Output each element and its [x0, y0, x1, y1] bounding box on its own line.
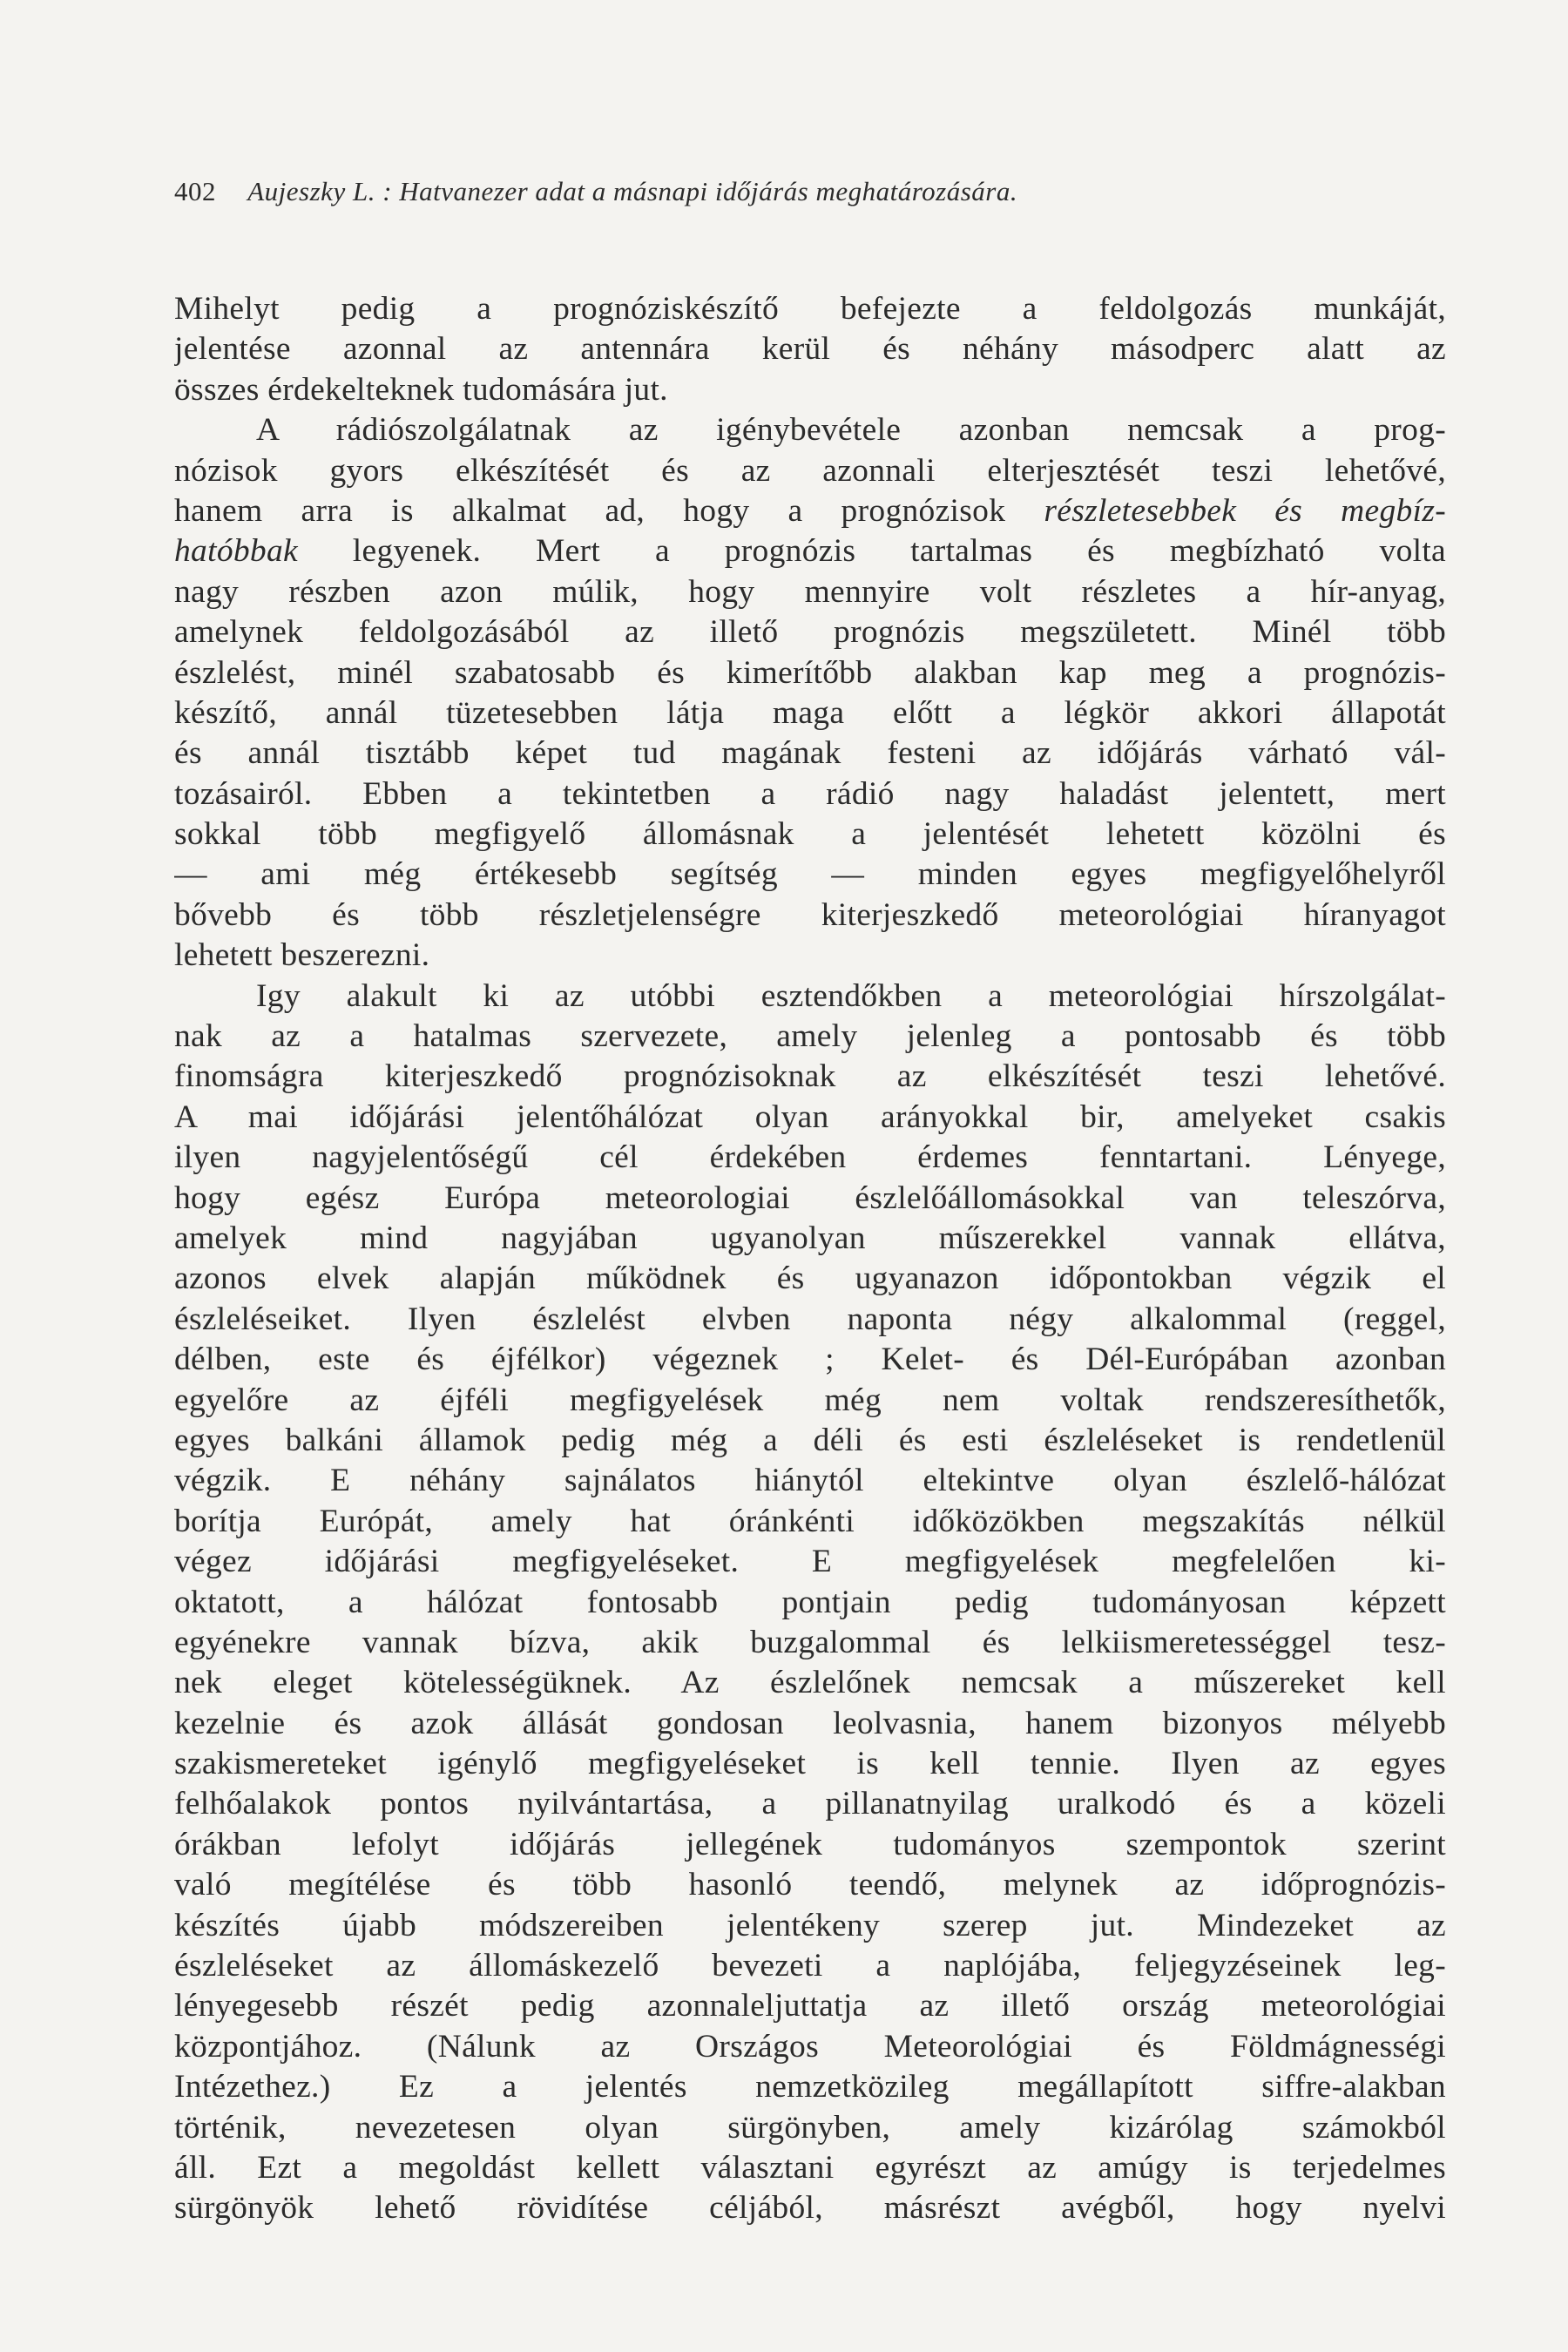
- line-text: észleléseiket. Ilyen észlelést elvben naponta négy alkalommal (reggel,: [174, 1301, 1446, 1337]
- text-line: [174, 491, 1446, 531]
- text-line: [174, 1986, 1446, 2026]
- line-text: egyénekre vannak bízva, akik buzgalommal és lelkiismeretességgel tesz-: [174, 1624, 1446, 1660]
- text-line: [174, 977, 1446, 1017]
- text-line: [174, 1340, 1446, 1380]
- text-line: [174, 1946, 1446, 1986]
- text-line: [174, 1542, 1446, 1582]
- line-text: készítő, annál tüzetesebben látja maga előtt a légkör akkori állapotát: [174, 694, 1446, 731]
- line-text: kezelnie és azok állását gondosan leolvasnia, hanem bizonyos mélyebb: [174, 1705, 1446, 1741]
- text-line: [174, 289, 1446, 329]
- text-line: [174, 2108, 1446, 2148]
- text-line: [174, 531, 1446, 571]
- line-text: észleléseket az állomáskezelő bevezeti a naplójába, feljegyzéseinek leg-: [174, 1948, 1446, 1984]
- text-line: [174, 1825, 1446, 1865]
- line-text: Igy alakult ki az utóbbi esztendőkben a meteorológiai hírszolgálat-: [256, 977, 1446, 1014]
- text-line: [174, 774, 1446, 814]
- line-text: való megítélése és több hasonló teendő, melynek az időprognózis-: [174, 1867, 1446, 1903]
- text-line: [174, 1461, 1446, 1501]
- paragraph: [174, 410, 1446, 976]
- line-text: lehetett beszerezni.: [174, 937, 430, 974]
- text-line: [174, 693, 1446, 733]
- text-line: [174, 733, 1446, 774]
- line-text: bővebb és több részletjelenségre kiterjeszkedő meteorológiai híranyagot: [174, 896, 1446, 933]
- text-line: [174, 1502, 1446, 1542]
- line-text: észlelést, minél szabatosabb és kimerítőbb alakban kap meg a prognózis-: [174, 654, 1446, 691]
- line-text: nek eleget kötelességüknek. Az észlelőnek nemcsak a műszereket kell: [174, 1665, 1446, 1701]
- text-line: [174, 1300, 1446, 1340]
- text-line: [174, 1381, 1446, 1421]
- line-text: végez időjárási megfigyeléseket. E megfigyelések megfelelően ki-: [174, 1544, 1446, 1580]
- running-head: [174, 174, 1437, 209]
- text-line: [174, 936, 1446, 976]
- line-text: nak az a hatalmas szervezete, amely jelenleg a pontosabb és több: [174, 1018, 1446, 1055]
- text-line: [174, 2148, 1446, 2188]
- line-text: amelynek feldolgozásából az illető prognózis megszületett. Minél több: [174, 614, 1446, 651]
- text-line: [174, 2027, 1446, 2067]
- line-text: összes érdekelteknek tudomására jut.: [174, 371, 668, 408]
- text-line: [174, 1098, 1446, 1138]
- text-line: [174, 855, 1446, 895]
- line-text: azonos elvek alapján működnek és ugyanazon időpontokban végzik el: [174, 1260, 1446, 1297]
- text-line: [174, 1623, 1446, 1663]
- text-line: [174, 1704, 1446, 1744]
- line-text: lényegesebb részét pedig azonnaleljuttatja az illető ország meteorológiai: [174, 1988, 1446, 2024]
- line-text: felhőalakok pontos nyilvántartása, a pillanatnyilag uralkodó és a közeli: [174, 1786, 1446, 1822]
- line-text: nagy részben azon múlik, hogy mennyire volt részletes a hír-anyag,: [174, 573, 1446, 610]
- text-line: [174, 1219, 1446, 1259]
- line-text: egyelőre az éjféli megfigyelések még nem voltak rendszeresíthetők,: [174, 1382, 1446, 1418]
- line-text: finomságra kiterjeszkedő prognózisoknak az elkészítését teszi lehetővé.: [174, 1058, 1446, 1095]
- line-text: A rádiószolgálatnak az igénybevétele azonban nemcsak a prog-: [256, 412, 1446, 449]
- line-text: végzik. E néhány sajnálatos hiánytól eltekintve olyan észlelő-hálózat: [174, 1463, 1446, 1499]
- text-line: [174, 1744, 1446, 1784]
- text-line: [174, 410, 1446, 450]
- text-line: [174, 1865, 1446, 1905]
- text-line: [174, 1259, 1446, 1299]
- text-line: [174, 329, 1446, 369]
- line-text: sürgönyök lehető rövidítése céljából, másrészt avégből, hogy nyelvi: [174, 2190, 1446, 2227]
- line-text: központjához. (Nálunk az Országos Meteorológiai és Földmágnességi: [174, 2028, 1446, 2065]
- italic-emphasis: részletesebbek és megbíz-: [1044, 492, 1446, 529]
- text-line: [174, 896, 1446, 936]
- text-line: [174, 1421, 1446, 1461]
- line-text: sokkal több megfigyelő állomásnak a jelentését lehetett közölni és: [174, 816, 1446, 853]
- text-line: [174, 612, 1446, 652]
- text-line: [174, 572, 1446, 612]
- line-text: készítés újabb módszereiben jelentékeny szerep jut. Mindezeket az: [174, 1907, 1446, 1943]
- line-text: oktatott, a hálózat fontosabb pontjain pedig tudományosan képzett: [174, 1584, 1446, 1620]
- line-text: Mihelyt pedig a prognóziskészítő befejezte a feldolgozás munkáját,: [174, 291, 1446, 327]
- text-line: [174, 1784, 1446, 1824]
- text-line: [174, 814, 1446, 855]
- line-text: szakismereteket igénylő megfigyeléseket is kell tennie. Ilyen az egyes: [174, 1746, 1446, 1782]
- line-text: ilyen nagyjelentőségű cél érdekében érdemes fenntartani. Lényege,: [174, 1139, 1446, 1176]
- line-text: A mai időjárási jelentőhálózat olyan arányokkal bir, amelyeket csakis: [174, 1098, 1446, 1135]
- text-line: [174, 1057, 1446, 1097]
- line-text: tozásairól. Ebben a tekintetben a rádió nagy haladást jelentett, mert: [174, 775, 1446, 812]
- line-text: hanem arra is alkalmat ad, hogy a prognózisok: [174, 492, 1044, 529]
- line-text: nózisok gyors elkészítését és az azonnali elterjesztését teszi lehetővé,: [174, 452, 1446, 489]
- line-text: délben, este és éjfélkor) végeznek ; Kelet- és Dél-Európában azonban: [174, 1342, 1446, 1378]
- text-line: [174, 1906, 1446, 1946]
- text-line: [174, 1017, 1446, 1057]
- italic-emphasis: hatóbbak: [174, 533, 298, 570]
- line-text: órákban lefolyt időjárás jellegének tudományos szempontok szerint: [174, 1826, 1446, 1862]
- text-line: [174, 2067, 1446, 2107]
- page-number: 402: [174, 176, 216, 206]
- text-line: [174, 451, 1446, 491]
- text-line: [174, 653, 1446, 693]
- line-text: jelentése azonnal az antennára kerül és néhány másodperc alatt az: [174, 331, 1446, 368]
- line-text: egyes balkáni államok pedig még a déli és esti észleléseket is rendetlenül: [174, 1422, 1446, 1458]
- text-line: [174, 1663, 1446, 1703]
- running-head-title: Aujeszky L. : Hatvanezer adat a másnapi időjárás meghatározására.: [247, 176, 1018, 206]
- text-line: [174, 1138, 1446, 1178]
- line-text: legyenek. Mert a prognózis tartalmas és megbízható volta: [297, 533, 1446, 570]
- line-text: amelyek mind nagyjában ugyanolyan műszerekkel vannak ellátva,: [174, 1220, 1446, 1256]
- text-line: [174, 1179, 1446, 1219]
- line-text: borítja Európát, amely hat óránkénti időközökben megszakítás nélkül: [174, 1503, 1446, 1539]
- text-line: [174, 2188, 1446, 2228]
- line-text: áll. Ezt a megoldást kellett választani egyrészt az amúgy is terjedelmes: [174, 2149, 1446, 2186]
- line-text: és annál tisztább képet tud magának festeni az időjárás várható vál-: [174, 735, 1446, 772]
- text-line: [174, 1583, 1446, 1623]
- paragraph: [174, 977, 1446, 2229]
- text-line: [174, 370, 1446, 410]
- line-text: Intézethez.) Ez a jelentés nemzetközileg megállapított siffre-alakban: [174, 2069, 1446, 2105]
- line-text: hogy egész Európa meteorologiai észlelőállomásokkal van teleszórva,: [174, 1179, 1446, 1216]
- line-text: — ami még értékesebb segítség — minden egyes megfigyelőhelyről: [174, 856, 1446, 893]
- body-text: [174, 289, 1446, 2229]
- paragraph: [174, 289, 1446, 410]
- line-text: történik, nevezetesen olyan sürgönyben, amely kizárólag számokból: [174, 2109, 1446, 2146]
